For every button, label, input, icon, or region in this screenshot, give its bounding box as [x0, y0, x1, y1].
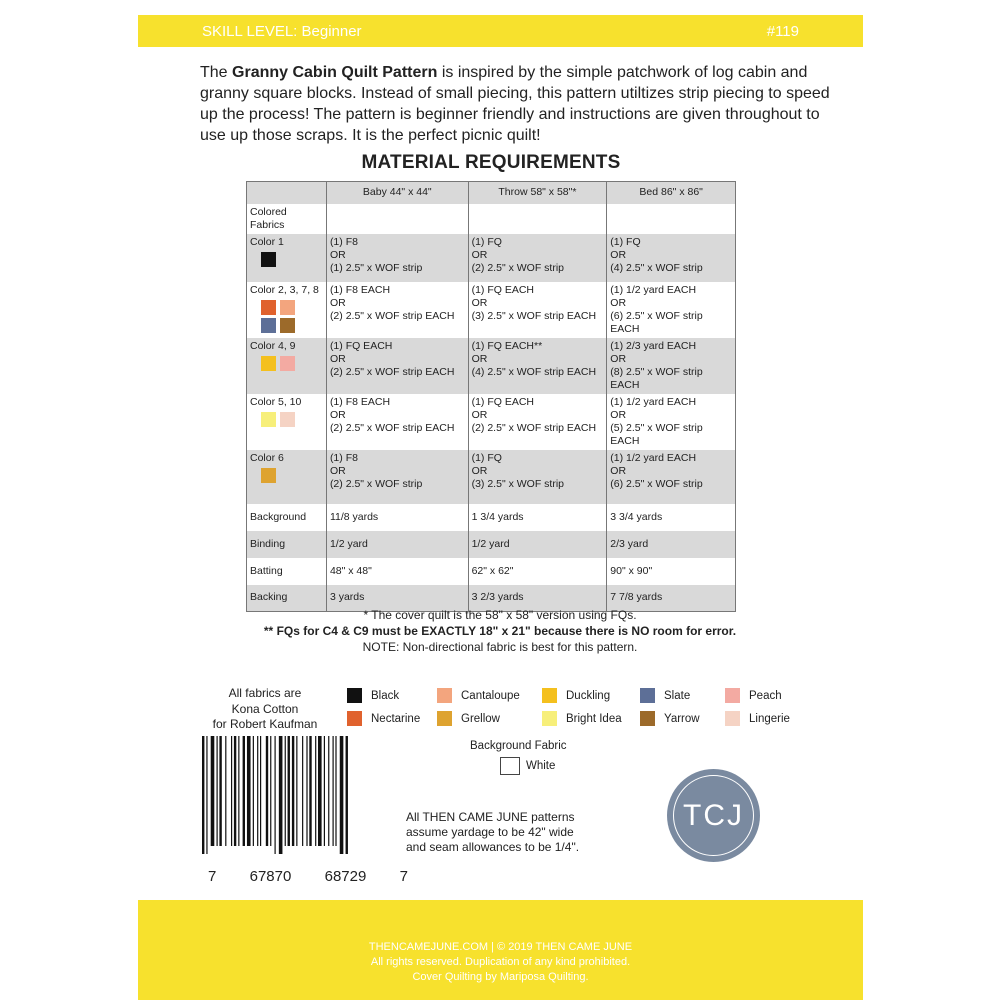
barcode-bar — [238, 736, 239, 846]
cell-line: (2) 2.5" x WOF strip EACH — [471, 421, 597, 434]
cell-line: (4) 2.5" x WOF strip EACH — [471, 365, 597, 378]
legend-item — [542, 688, 640, 703]
legend-item — [640, 711, 725, 726]
table-cell: 48" x 48" — [326, 558, 468, 585]
barcode-bar — [292, 736, 294, 846]
fabric-note-line: Kona Cotton — [231, 701, 299, 716]
cell-line: (1) FQ EACH — [329, 339, 393, 352]
table-row — [247, 504, 736, 531]
cell-line: (3) 2.5" x WOF strip EACH — [471, 309, 597, 322]
color-swatch — [261, 318, 276, 333]
cell-line: (6) 2.5" x WOF strip EACH — [610, 309, 703, 335]
table-cell — [326, 450, 468, 504]
barcode-bar — [315, 736, 316, 846]
row-label-cell — [247, 450, 327, 504]
legend-item — [725, 711, 805, 726]
cell-line: (3) 2.5" x WOF strip — [471, 477, 564, 490]
cell-line: (1) FQ EACH — [471, 395, 535, 408]
column-header: Throw 58" x 58"* — [468, 182, 607, 204]
table-cell — [468, 282, 607, 338]
table-cell — [326, 394, 468, 450]
cell-line: (2) 2.5" x WOF strip — [471, 261, 564, 274]
cell-line: OR — [610, 408, 627, 421]
color-swatch — [261, 300, 276, 315]
table-cell: 2/3 yard — [607, 531, 736, 558]
color-swatch — [261, 412, 276, 427]
legend-swatch — [725, 711, 740, 726]
legend-swatch — [640, 711, 655, 726]
color-swatch — [280, 318, 295, 333]
yardage-note-line: assume yardage to be 42" wide — [406, 825, 574, 839]
table-cell — [607, 450, 736, 504]
cell-line: OR — [610, 296, 627, 309]
color-swatch — [261, 356, 276, 371]
barcode-bar — [202, 736, 204, 854]
legend-swatch — [437, 688, 452, 703]
header-empty-cell — [247, 182, 327, 204]
barcode-bar — [219, 736, 221, 846]
barcode-bar — [296, 736, 297, 846]
table-row — [247, 531, 736, 558]
footer-credit: Cover Quilting by Mariposa Quilting. — [412, 971, 589, 983]
footer-copyright: THENCAMEJUNE.COM | © 2019 THEN CAME JUNE — [368, 941, 633, 953]
color-swatch — [280, 300, 295, 315]
barcode-bar — [285, 736, 286, 846]
legend-label: Duckling — [566, 689, 611, 702]
material-requirements-table — [246, 181, 736, 612]
color-swatch — [280, 356, 295, 371]
column-header: Bed 86" x 86" — [607, 182, 736, 204]
white-swatch — [500, 757, 520, 775]
legend-label: Yarrow — [664, 712, 700, 725]
barcode-bar — [243, 736, 245, 846]
table-cell: 1 3/4 yards — [468, 504, 607, 531]
table-row — [247, 450, 736, 504]
cell-line: (1) FQ EACH** — [471, 339, 543, 352]
barcode-bar — [266, 736, 268, 846]
row-label: Backing — [247, 585, 327, 612]
yardage-note-line: and seam allowances to be 1/4". — [406, 840, 580, 854]
legend-label: Slate — [664, 689, 691, 702]
barcode-bar — [253, 736, 254, 846]
cell-line: OR — [471, 248, 488, 261]
cell-line: OR — [329, 464, 346, 477]
legend-swatch — [542, 688, 557, 703]
barcode-bar — [279, 736, 283, 854]
cell-line: OR — [610, 464, 627, 477]
table-cell: 62" x 62" — [468, 558, 607, 585]
table-cell — [326, 204, 468, 234]
notes — [200, 607, 800, 655]
barcode-bar — [225, 736, 226, 846]
fabric-note-line: All fabrics are — [228, 686, 302, 700]
row-label: Colored Fabrics — [247, 204, 327, 234]
cell-line: (1) F8 EACH — [329, 283, 391, 296]
table-cell: 3 3/4 yards — [607, 504, 736, 531]
legend-swatch — [542, 711, 557, 726]
cell-line: OR — [329, 408, 346, 421]
table-cell: 3 yards — [326, 585, 468, 612]
barcode-bar — [328, 736, 329, 846]
table-cell — [607, 234, 736, 282]
table-row — [247, 338, 736, 394]
background-fabric — [470, 740, 600, 775]
cell-line: (2) 2.5" x WOF strip EACH — [329, 421, 455, 434]
legend-item — [347, 711, 437, 726]
row-label: Color 4, 9 — [250, 339, 296, 352]
cell-line: (1) FQ — [610, 235, 641, 248]
barcode-number — [208, 868, 408, 885]
cell-line: (1) 2/3 yard EACH — [610, 339, 697, 352]
table-cell — [607, 282, 736, 338]
cell-line: OR — [329, 296, 346, 309]
legend-item — [437, 711, 542, 726]
legend-swatch — [347, 688, 362, 703]
legend-item — [347, 688, 437, 703]
barcode-bar — [333, 736, 334, 846]
table-row — [247, 558, 736, 585]
note-fq-size: ** FQs for C4 & C9 must be EXACTLY 18" x 21" because there is NO room for error. — [263, 624, 737, 638]
legend-item — [725, 688, 805, 703]
barcode-bar — [231, 736, 232, 846]
swatch-row — [261, 315, 323, 333]
cell-line: (2) 2.5" x WOF strip EACH — [329, 365, 455, 378]
table-cell: 1/2 yard — [468, 531, 607, 558]
barcode-bar — [324, 736, 325, 846]
table-row — [247, 234, 736, 282]
row-label: Color 6 — [250, 451, 284, 464]
logo-text: TCJ — [683, 798, 744, 832]
skill-level: SKILL LEVEL: Beginner — [202, 22, 362, 40]
legend-swatch — [347, 711, 362, 726]
fabric-color-legend — [347, 688, 807, 726]
row-label: Binding — [247, 531, 327, 558]
table-cell: 90" x 90" — [607, 558, 736, 585]
cell-line: (1) 1/2 yard EACH — [610, 395, 697, 408]
row-label: Background — [247, 504, 327, 531]
barcode-bar — [346, 736, 348, 854]
barcode-digit-group: 7 — [208, 868, 217, 885]
legend-swatch — [437, 711, 452, 726]
color-swatch — [280, 412, 295, 427]
legend-label: Lingerie — [749, 712, 790, 725]
table-cell: 1/2 yard — [326, 531, 468, 558]
intro-lead: The — [200, 64, 233, 81]
note-directional: NOTE: Non-directional fabric is best for this pattern. — [362, 640, 638, 654]
legend-item — [437, 688, 542, 703]
background-fabric-title: Background Fabric — [470, 740, 567, 752]
pattern-number: #119 — [766, 22, 799, 40]
table-row — [247, 394, 736, 450]
table-cell — [607, 204, 736, 234]
legend-label: Cantaloupe — [461, 689, 520, 702]
cell-line: (1) FQ EACH — [471, 283, 535, 296]
barcode-bar — [306, 736, 307, 846]
intro-text: is inspired by the simple patchwork of log cabin and granny square blocks. Instead of small piecing, this pattern utiltizes strip piecing to speed up the process! The pattern is beginner friendly and instructions are given throughout to use up those scraps. It is the perfect picnic quilt! — [200, 64, 830, 144]
yardage-note-line: All THEN CAME JUNE patterns — [406, 810, 575, 824]
row-label: Color 2, 3, 7, 8 — [250, 283, 319, 296]
barcode-bar — [260, 736, 261, 846]
cell-line: (2) 2.5" x WOF strip EACH — [329, 309, 455, 322]
cell-line: (6) 2.5" x WOF strip — [610, 477, 703, 490]
barcode-bar — [234, 736, 236, 846]
table-cell — [607, 394, 736, 450]
barcode-digit-group: 68729 — [324, 868, 367, 885]
legend-label: Grellow — [461, 712, 500, 725]
cell-line: OR — [329, 248, 346, 261]
row-label-cell — [247, 282, 327, 338]
table-cell — [468, 338, 607, 394]
cell-line: (1) 1/2 yard EACH — [610, 283, 697, 296]
legend-label: Bright Idea — [566, 712, 622, 725]
cell-line: (1) 1/2 yard EACH — [610, 451, 697, 464]
cell-line: (8) 2.5" x WOF strip EACH — [610, 365, 703, 391]
barcode-bar — [288, 736, 290, 846]
cell-line: (4) 2.5" x WOF strip — [610, 261, 703, 274]
cell-line: (1) FQ — [471, 451, 502, 464]
cell-line: (1) F8 EACH — [329, 395, 391, 408]
cell-line: (1) FQ — [471, 235, 502, 248]
table-cell — [468, 394, 607, 450]
fabric-note-line: for Robert Kaufman — [212, 717, 318, 731]
barcode-bar — [318, 736, 322, 846]
note-cover-quilt: * The cover quilt is the 58" x 58" version using FQs. — [363, 608, 637, 622]
table-cell — [326, 234, 468, 282]
cell-line: OR — [610, 352, 627, 365]
swatch-row — [261, 353, 323, 371]
cell-line: (1) 2.5" x WOF strip — [329, 261, 423, 274]
barcode-bar — [302, 736, 303, 846]
barcode-bar — [206, 736, 207, 854]
barcode-digit-group: 7 — [399, 868, 408, 885]
swatch-row — [261, 409, 323, 427]
row-label: Color 1 — [250, 235, 284, 248]
color-swatch — [261, 252, 276, 267]
material-requirements-title: MATERIAL REQUIREMENTS — [361, 152, 621, 173]
legend-swatch — [725, 688, 740, 703]
barcode-bar — [257, 736, 258, 846]
barcode-bar — [270, 736, 271, 846]
cell-line: (1) F8 — [329, 451, 358, 464]
cell-line: OR — [610, 248, 627, 261]
table-cell — [326, 338, 468, 394]
cell-line: (5) 2.5" x WOF strip EACH — [610, 421, 703, 447]
cell-line: OR — [471, 464, 488, 477]
row-label: Color 5, 10 — [250, 395, 302, 408]
swatch-row — [261, 249, 323, 267]
row-label-cell — [247, 394, 327, 450]
table-cell: 3 2/3 yards — [468, 585, 607, 612]
row-label: Batting — [247, 558, 327, 585]
table-cell: 7 7/8 yards — [607, 585, 736, 612]
legend-label: Peach — [749, 689, 782, 702]
cell-line: OR — [471, 296, 488, 309]
barcode-bar — [309, 736, 311, 846]
barcode — [200, 736, 400, 854]
barcode-bar — [340, 736, 344, 854]
cell-line: OR — [471, 408, 488, 421]
swatch-row — [261, 297, 323, 315]
cell-line: (1) F8 — [329, 235, 358, 248]
header-bar — [138, 15, 863, 47]
table-cell — [326, 282, 468, 338]
cell-line: OR — [471, 352, 488, 365]
fabric-brand-note — [210, 686, 320, 733]
footer-text — [138, 940, 863, 985]
barcode-bar — [211, 736, 215, 846]
row-label-cell — [247, 338, 327, 394]
table-cell — [468, 234, 607, 282]
swatch-row — [261, 465, 323, 483]
column-header: Baby 44" x 44" — [326, 182, 468, 204]
table-cell — [468, 204, 607, 234]
logo-ring — [673, 775, 754, 856]
background-fabric-name: White — [526, 760, 556, 772]
barcode-digit-group: 67870 — [249, 868, 292, 885]
legend-label: Nectarine — [371, 712, 421, 725]
barcode-bar — [217, 736, 218, 846]
legend-label: Black — [371, 689, 400, 702]
table-row — [247, 282, 736, 338]
table-cell: 11/8 yards — [326, 504, 468, 531]
barcode-bar — [275, 736, 276, 854]
legend-item — [640, 688, 725, 703]
footer-rights: All rights reserved. Duplication of any kind prohibited. — [370, 956, 631, 968]
color-swatch — [261, 468, 276, 483]
cell-line: (2) 2.5" x WOF strip — [329, 477, 423, 490]
row-label-cell — [247, 234, 327, 282]
cell-line: OR — [329, 352, 346, 365]
pattern-name: Granny Cabin Quilt Pattern — [232, 64, 438, 81]
table-cell — [468, 450, 607, 504]
legend-swatch — [640, 688, 655, 703]
intro-paragraph — [200, 62, 840, 146]
table-cell — [607, 338, 736, 394]
yardage-note — [406, 810, 626, 855]
barcode-bar — [335, 736, 336, 846]
legend-item — [542, 711, 640, 726]
barcode-bar — [247, 736, 251, 846]
